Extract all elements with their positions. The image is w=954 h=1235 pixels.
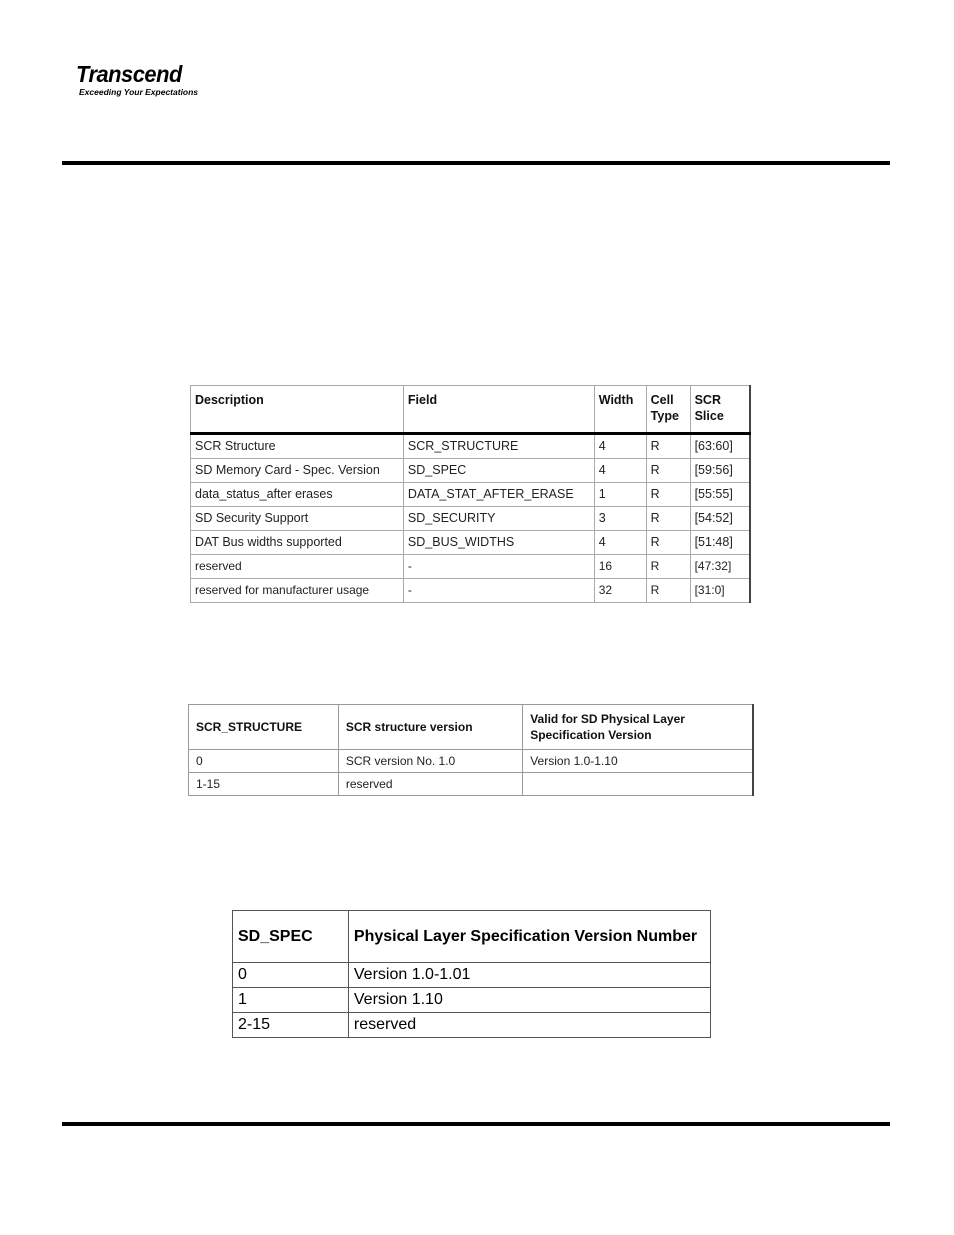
cell-sd-spec-value: 1 <box>233 988 349 1013</box>
cell-type: R <box>646 459 690 483</box>
cell-field: SD_SPEC <box>403 459 594 483</box>
table-row <box>191 531 751 555</box>
transcend-logo <box>76 62 198 97</box>
cell-slice: [59:56] <box>690 459 750 483</box>
header-valid-for-version <box>523 705 753 750</box>
header-scr-slice <box>690 386 750 434</box>
header-cell-type-line1: Cell <box>650 393 674 407</box>
header-scr-slice-line1: SCR <box>694 393 721 407</box>
cell-type: R <box>646 483 690 507</box>
footer-rule <box>62 1122 890 1126</box>
logo-wordmark: Transcend <box>76 61 182 87</box>
table-row <box>191 579 751 603</box>
cell-slice: [55:55] <box>690 483 750 507</box>
cell-type: R <box>646 579 690 603</box>
cell-spec-version: reserved <box>348 1013 710 1038</box>
cell-description: reserved for manufacturer usage <box>191 579 404 603</box>
cell-field: - <box>403 579 594 603</box>
header-version-number: Physical Layer Specification Version Number <box>348 911 710 963</box>
cell-slice: [51:48] <box>690 531 750 555</box>
cell-sd-spec-value: 2-15 <box>233 1013 349 1038</box>
cell-type: R <box>646 434 690 459</box>
cell-description: DAT Bus widths supported <box>191 531 404 555</box>
cell-width: 32 <box>594 579 646 603</box>
cell-width: 4 <box>594 434 646 459</box>
cell-width: 3 <box>594 507 646 531</box>
header-scr-slice-line2: Slice <box>694 409 724 423</box>
cell-slice: [54:52] <box>690 507 750 531</box>
header-scr-structure: SCR_STRUCTURE <box>189 705 339 750</box>
cell-valid-version: Version 1.0-1.10 <box>523 750 753 773</box>
cell-type: R <box>646 555 690 579</box>
cell-structure-version: reserved <box>338 773 522 796</box>
cell-field: DATA_STAT_AFTER_ERASE <box>403 483 594 507</box>
table-row <box>189 773 754 796</box>
cell-structure-value: 0 <box>189 750 339 773</box>
scr-register-table <box>190 385 751 603</box>
table-header-row <box>233 911 711 963</box>
cell-slice: [31:0] <box>690 579 750 603</box>
cell-width: 4 <box>594 459 646 483</box>
cell-description: data_status_after erases <box>191 483 404 507</box>
logo-tagline: Exceeding Your Expectations <box>79 87 199 97</box>
header-field: Field <box>403 386 594 434</box>
header-width: Width <box>594 386 646 434</box>
cell-field: - <box>403 555 594 579</box>
table-row <box>233 1013 711 1038</box>
header-cell-type <box>646 386 690 434</box>
table-row <box>233 963 711 988</box>
table-header-row <box>189 705 754 750</box>
scr-structure-table <box>188 704 754 796</box>
cell-valid-version <box>523 773 753 796</box>
cell-sd-spec-value: 0 <box>233 963 349 988</box>
table-row <box>233 988 711 1013</box>
cell-field: SD_SECURITY <box>403 507 594 531</box>
cell-structure-version: SCR version No. 1.0 <box>338 750 522 773</box>
table-row <box>189 750 754 773</box>
cell-slice: [47:32] <box>690 555 750 579</box>
cell-width: 16 <box>594 555 646 579</box>
cell-width: 4 <box>594 531 646 555</box>
cell-structure-value: 1-15 <box>189 773 339 796</box>
header-sd-spec: SD_SPEC <box>233 911 349 963</box>
header-valid-line2: Specification Version <box>530 728 652 742</box>
cell-description: SD Security Support <box>191 507 404 531</box>
cell-description: SCR Structure <box>191 434 404 459</box>
cell-slice: [63:60] <box>690 434 750 459</box>
cell-type: R <box>646 531 690 555</box>
header-scr-structure-version: SCR structure version <box>338 705 522 750</box>
cell-spec-version: Version 1.0-1.01 <box>348 963 710 988</box>
sd-spec-table <box>232 910 711 1038</box>
cell-description: reserved <box>191 555 404 579</box>
cell-width: 1 <box>594 483 646 507</box>
header-description: Description <box>191 386 404 434</box>
table-row <box>191 483 751 507</box>
cell-spec-version: Version 1.10 <box>348 988 710 1013</box>
header-valid-line1: Valid for SD Physical Layer <box>530 712 685 726</box>
table-row <box>191 555 751 579</box>
table-row <box>191 434 751 459</box>
table-row <box>191 459 751 483</box>
table-row <box>191 507 751 531</box>
header-rule <box>62 161 890 165</box>
cell-type: R <box>646 507 690 531</box>
table-header-row <box>191 386 751 434</box>
cell-field: SCR_STRUCTURE <box>403 434 594 459</box>
cell-description: SD Memory Card - Spec. Version <box>191 459 404 483</box>
cell-field: SD_BUS_WIDTHS <box>403 531 594 555</box>
header-cell-type-line2: Type <box>650 409 679 423</box>
